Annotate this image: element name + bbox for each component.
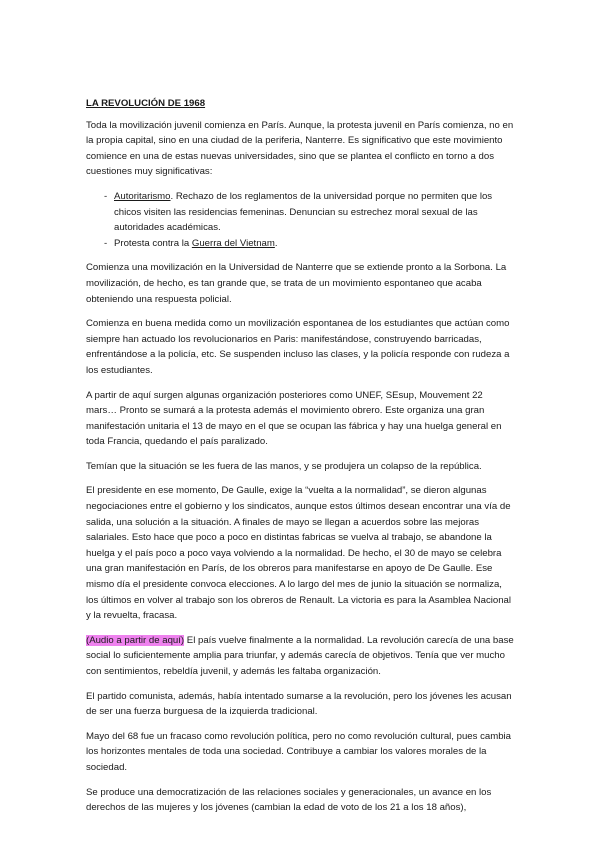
paragraph-normalidad-text: El país vuelve finalmente a la normalidad. La revolución carecía de una base social lo suficientemente amplia para triunfar, y además carecía de objetivos. Tenía que ver mucho con sentimientos, rebeldía juvenil, y además les faltaba organización.: [86, 634, 514, 677]
bullet-autoritarismo: [86, 189, 516, 236]
bullet-term-vietnam: Guerra del Vietnam: [191, 237, 275, 249]
document-title: LA REVOLUCIÓN DE 1968: [86, 98, 206, 109]
paragraph-democratizacion: Se produce una democratización de las relaciones sociales y generacionales, un avance en los derechos de las mujeres y los jóvenes (cambian la edad de voto de los 21 a los 18 años),: [86, 786, 492, 814]
paragraph-colapso: Temían que la situación se les fuera de las manos, y se produjera un colapso de la república.: [86, 460, 482, 472]
bullet-term-autoritarismo: Autoritarismo: [114, 190, 171, 202]
audio-highlight: (Audio a partir de aquí): [86, 634, 185, 646]
paragraph-nanterre: Comienza una movilización en la Universidad de Nanterre que se extiende pronto a la Sorbona. La movilización, de hecho, es tan grande que, se trata de un movimiento espontaneo que acaba obteniendo una respuesta policial.: [86, 262, 507, 305]
paragraph-fracaso: Mayo del 68 fue un fracaso como revolución política, pero no como revolución cultural, pues cambia los horizontes mentales de toda una sociedad. Contribuye a cambiar los valores morales de la sociedad.: [86, 730, 512, 773]
bullet-text-autoritarismo: . Rechazo de los reglamentos de la universidad porque no permiten que los chicos visiten las residencias femeninas. Denuncian su estrechez moral sexual de las autoridades académicas.: [114, 190, 493, 234]
document-body: [86, 96, 516, 825]
bullet-dash: -: [104, 190, 108, 202]
bullet-prefix-vietnam: Protesta contra la: [114, 237, 192, 249]
bullet-dash: -: [104, 237, 108, 249]
bullet-vietnam: [86, 236, 516, 252]
bullet-list: [86, 189, 516, 251]
paragraph-partido-comunista: El partido comunista, además, había intentado sumarse a la revolución, pero los jóvenes les acusan de ser una fuerza burguesa de la izquierda tradicional.: [86, 690, 512, 718]
paragraph-intro: Toda la movilización juvenil comienza en París. Aunque, la protesta juvenil en París comienza, no en la propia capital, sino en una ciudad de la periferia, Nanterre. Es significativo que este movimiento comience en una de estas nuevas universidades, sino que se plantea el conflicto en torno a dos cuestiones muy significativas:: [86, 119, 514, 178]
paragraph-movilizacion: Comienza en buena medida como un movilización espontanea de los estudiantes que actúan como siempre han actuado los revolucionarios en Paris: manifestándose, construyendo barricadas, enfrentándose a la policía, etc. Se suspenden incluso las clases, y la policía responde con rudeza a los estudiantes.: [86, 318, 510, 376]
bullet-suffix-vietnam: .: [274, 237, 278, 249]
paragraph-normalidad: [86, 633, 516, 680]
paragraph-de-gaulle: El presidente en ese momento, De Gaulle, exige la “vuelta a la normalidad”, se dieron algunas negociaciones entre el gobierno y los sindicatos, aunque estos últimos desean encontrar una vía de salida, una solución a la situación. A finales de mayo se llegan a acuerdos sobre las mejoras salariales. Esto hace que poco a poco en distintas fabricas se vuelva al trabajo, se abandone la huelga y el país poco a poco vaya volviendo a la normalidad. De hecho, el 30 de mayo se celebra una gran manifestación en París, de los obreros para manifestarse en apoyo de De Gaulle. Ese mismo día el presidente convoca elecciones. A lo largo del mes de junio la situación se normaliza, los últimos en volver al trabajo son los obreros de Renault. La victoria es para la Asamblea Nacional y la revuelta, fracasa.: [86, 485, 512, 622]
paragraph-organizaciones: A partir de aquí surgen algunas organización posteriores como UNEF, SEsup, Mouvement 22 mars… Pronto se sumará a la protesta además el movimiento obrero. Este organiza una gran manifestación unitaria el 13 de mayo en el que se ocupan las fábrica y hay una huelga general en toda Francia, quedando el país paralizado.: [86, 389, 502, 448]
